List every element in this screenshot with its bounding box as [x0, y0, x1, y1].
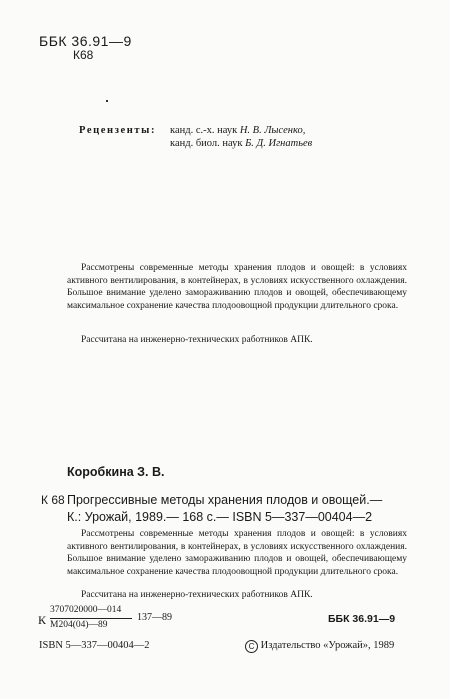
- isbn: ISBN 5—337—00404—2: [39, 640, 150, 651]
- catalog-title-line2: К.: Урожай, 1989.— 168 с.— ISBN 5—337—00404—2: [67, 510, 373, 524]
- fraction-bar: [50, 618, 132, 619]
- reviewer-1-degree: канд. с.-х. наук: [170, 125, 240, 136]
- abstract-text: Рассмотрены современные методы хранения плодов и овощей: в условиях активного вентилирования, в контейнерах, в условиях искусственного охлаждения. Большое внимание уделено замораживанию плодов и овощей, обеспечивающему максимальное сохранение качества плодоовощной продукции длительного срока.: [67, 263, 407, 311]
- copyright-icon: C: [245, 640, 258, 653]
- fraction-denominator: М204(04)—89: [50, 620, 108, 630]
- copyright: [245, 640, 394, 653]
- audience-text: Рассчитана на инженерно-технических работников АПК.: [81, 335, 313, 345]
- reviewer-2-name: Б. Д. Игнатьев: [245, 138, 313, 149]
- catalog-abstract: Рассмотрены современные методы хранения плодов и овощей: в условиях активного вентилирования, в контейнерах, в условиях искусственного охлаждения. Большое внимание уделено замораживанию плодов и овощей, обеспечивающему максимальное сохранение качества плодоовощной продукции длительного срока.: [67, 529, 407, 577]
- bbk-index: ББК 36.91—9: [39, 33, 132, 49]
- reviewer-2: [170, 138, 312, 149]
- reviewer-1-name: Н. В. Лысенко,: [239, 125, 306, 136]
- catalog-author: Коробкина З. В.: [67, 465, 165, 479]
- copyright-text: Издательство «Урожай», 1989: [260, 640, 395, 651]
- catalog-audience: Рассчитана на инженерно-технических работников АПК.: [81, 590, 313, 600]
- catalog-code: К 68: [41, 493, 65, 507]
- catalog-title-line1: Прогрессивные методы хранения плодов и овощей.—: [67, 493, 383, 507]
- reviewer-2-degree: канд. биол. наук: [170, 138, 246, 149]
- reviewers-label: Рецензенты:: [79, 125, 157, 136]
- fraction-suffix: 137—89: [137, 612, 172, 623]
- author-mark: К68: [73, 48, 94, 62]
- fraction-prefix: К: [38, 613, 47, 627]
- fraction-numerator: 3707020000—014: [50, 605, 122, 615]
- reviewer-1: [170, 125, 305, 136]
- bbk-bottom: ББК 36.91—9: [328, 613, 396, 625]
- stray-dot: [106, 100, 108, 102]
